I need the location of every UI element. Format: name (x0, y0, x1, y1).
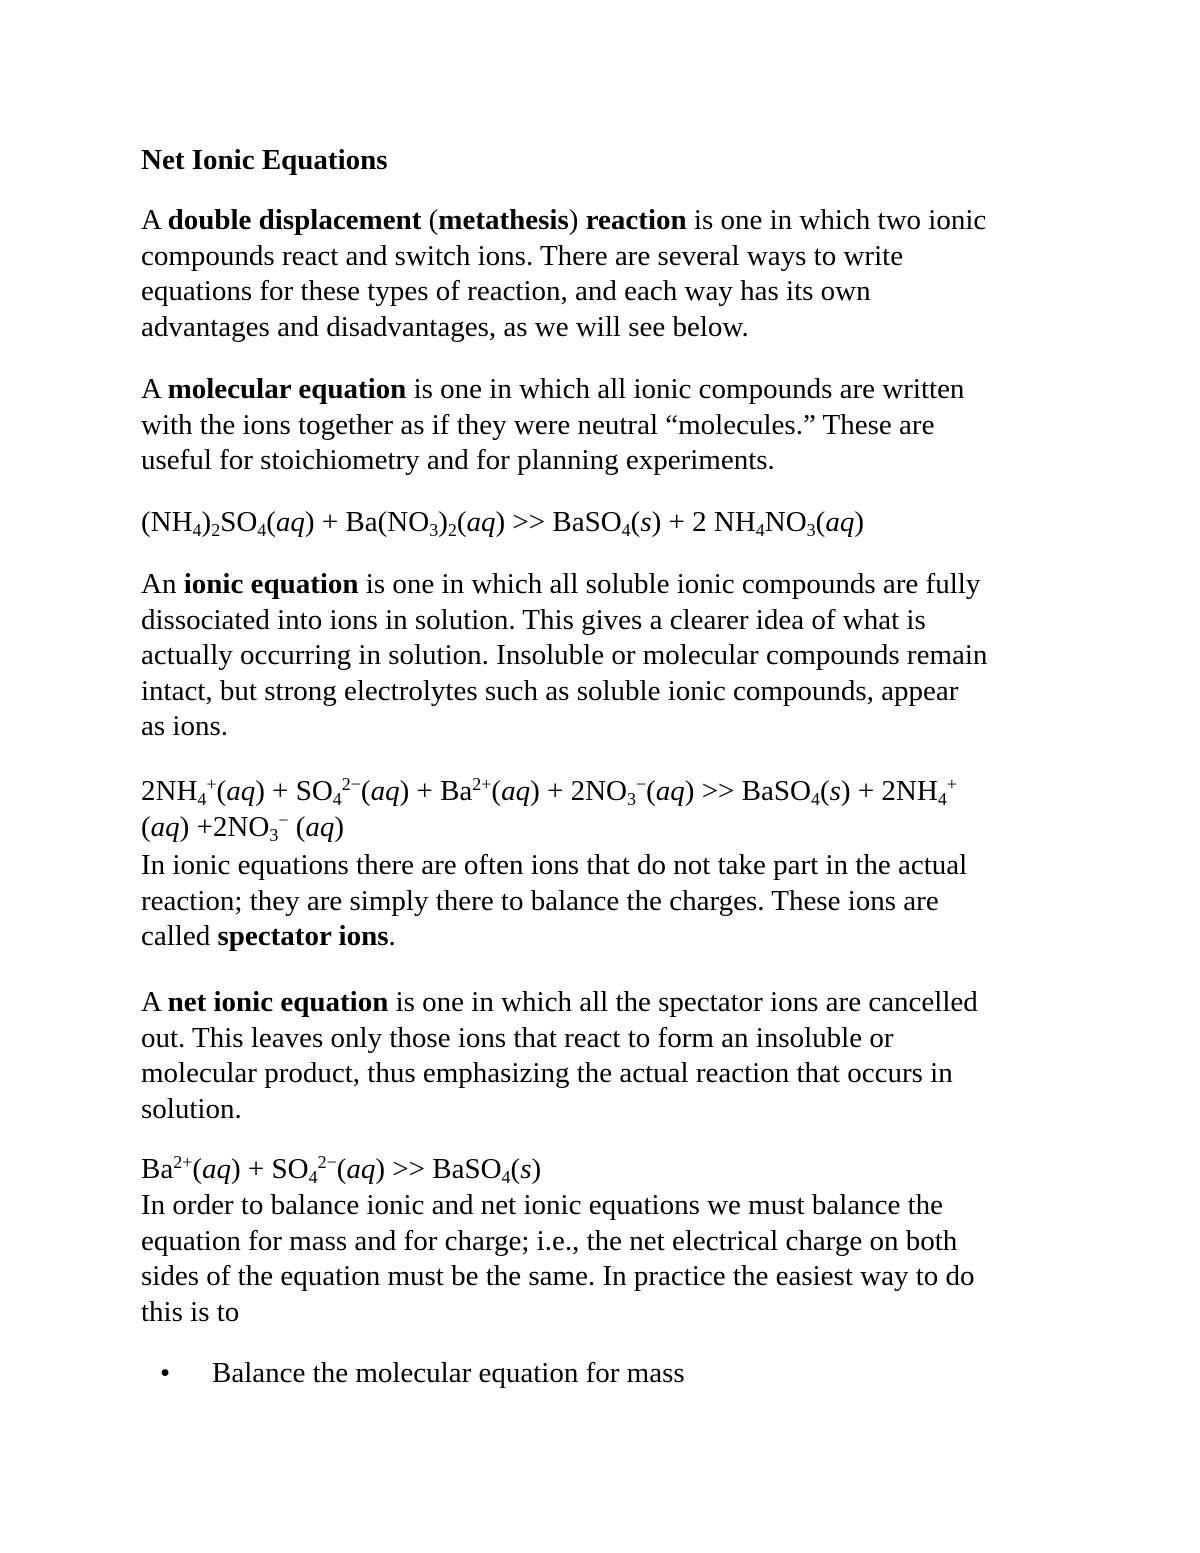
eq-text: Ba (141, 1153, 174, 1185)
text-run: A (141, 986, 168, 1018)
eq-text: ) >> BaSO (375, 1153, 502, 1185)
eq-text: ) (334, 810, 345, 843)
eq-subscript: 3 (627, 789, 636, 810)
term-molecular-equation: molecular equation (167, 373, 407, 405)
document-title: Net Ionic Equations (141, 144, 388, 176)
eq-text: ( (456, 506, 467, 538)
eq-state: aq (150, 810, 180, 843)
paragraph-line: this is to (141, 1295, 240, 1328)
eq-text: ) + SO (255, 775, 333, 807)
text-run: ) (568, 204, 586, 236)
paragraph-line: solution. (141, 1092, 242, 1125)
eq-text: ( (360, 775, 371, 807)
text-run: ( (421, 204, 439, 236)
paragraph-line: dissociated into ions in solution. This gives a clearer idea of what is (141, 603, 926, 636)
text-run: A (141, 204, 168, 236)
list-item-text: Balance the molecular equation for mass (212, 1357, 685, 1389)
paragraph-line: useful for stoichiometry and for planning experiments. (141, 444, 775, 476)
equation-line (141, 810, 1081, 846)
eq-state: aq (305, 810, 335, 843)
eq-text: ) + 2NO (530, 775, 627, 807)
paragraph-line (141, 567, 1081, 603)
paragraph-double-displacement (141, 203, 1081, 345)
text-run: is one in which all soluble ionic compounds are fully (358, 568, 981, 600)
eq-text: ) (854, 506, 864, 538)
eq-text: NO (764, 506, 807, 538)
eq-subscript: 4 (937, 789, 947, 810)
eq-subscript: 4 (197, 789, 207, 810)
eq-text: ) + SO (231, 1153, 309, 1185)
paragraph-line: with the ions together as if they were neutral “molecules.” These are (141, 408, 935, 441)
eq-subscript: 4 (308, 1167, 318, 1188)
equation-line (141, 774, 1081, 810)
paragraph-line: advantages and disadvantages, as we will see below. (141, 310, 749, 343)
text-run: is one in which all ionic compounds are written (406, 373, 965, 405)
eq-subscript: 4 (755, 520, 765, 541)
eq-text: ( (630, 506, 641, 538)
eq-text: ) (531, 1153, 542, 1185)
eq-text: ) (201, 506, 212, 538)
eq-subscript: 4 (257, 520, 267, 541)
paragraph-line: compounds react and switch ions. There are several ways to write (141, 239, 904, 272)
eq-state: aq (466, 506, 496, 538)
eq-text: ( (646, 775, 656, 807)
bullet-marker: • (160, 1357, 171, 1389)
eq-state: aq (655, 775, 685, 807)
eq-state: aq (370, 775, 400, 807)
eq-text: ( (266, 506, 276, 538)
eq-text: ) (438, 506, 448, 538)
eq-subscript: 2 (447, 520, 457, 541)
eq-state: s (520, 1153, 532, 1185)
paragraph-line: actually occurring in solution. Insoluble or molecular compounds remain (141, 639, 988, 671)
eq-text: ) + Ba (399, 775, 473, 807)
paragraph-balancing (141, 1188, 1081, 1330)
eq-text: ) +2NO (179, 810, 270, 843)
term-ionic-equation: ionic equation (183, 568, 359, 600)
paragraph-line: out. This leaves only those ions that react to form an insoluble or (141, 1021, 894, 1054)
eq-superscript: + (946, 774, 957, 795)
list-item (160, 1356, 685, 1392)
paragraph-line: equations for these types of reaction, and each way has its own (141, 275, 871, 307)
eq-text: ( (336, 1153, 347, 1185)
paragraph-ionic-equation (141, 567, 1081, 745)
term-double-displacement: double displacement (167, 204, 422, 236)
paragraph-net-ionic-equation (141, 985, 1081, 1127)
eq-subscript: 4 (501, 1167, 511, 1188)
term-net-ionic-equation: net ionic equation (167, 986, 389, 1018)
eq-text: ) + Ba(NO (304, 506, 430, 538)
text-run: is one in which all the spectator ions are cancelled (388, 986, 978, 1018)
eq-superscript: − (278, 809, 289, 830)
eq-state: s (640, 506, 652, 538)
paragraph-line (141, 203, 1081, 239)
eq-text: ( (288, 810, 306, 843)
eq-state: aq (501, 775, 531, 807)
eq-superscript: 2+ (472, 774, 492, 795)
paragraph-line: In order to balance ionic and net ionic equations we must balance the (141, 1189, 944, 1221)
eq-state: aq (346, 1153, 376, 1185)
paragraph-line: equation for mass and for charge; i.e., the net electrical charge on both (141, 1224, 958, 1257)
eq-state: aq (825, 506, 855, 538)
paragraph-line (141, 372, 1081, 408)
paragraph-molecular-equation (141, 372, 1081, 479)
eq-text: (NH (141, 506, 193, 538)
eq-subscript: 4 (192, 520, 202, 541)
eq-text: ( (216, 775, 227, 807)
eq-superscript: 2− (341, 774, 361, 795)
eq-state: aq (226, 775, 256, 807)
text-run: is one in which two ionic (686, 204, 987, 236)
paragraph-line: sides of the equation must be the same. In practice the easiest way to do (141, 1260, 975, 1292)
paragraph-line (141, 919, 1081, 955)
paragraph-line: molecular product, thus emphasizing the actual reaction that occurs in (141, 1057, 953, 1089)
paragraph-line: In ionic equations there are often ions that do not take part in the actual (141, 849, 968, 881)
eq-subscript: 3 (806, 520, 816, 541)
term-metathesis: metathesis (438, 204, 569, 236)
eq-state: aq (202, 1153, 232, 1185)
paragraph-line (141, 985, 1081, 1021)
eq-text: 2NH (141, 775, 198, 807)
eq-subscript: 2 (211, 520, 221, 541)
molecular-equation-example (141, 505, 1081, 541)
ionic-equation-example (141, 774, 1081, 845)
eq-text: ) + 2NH (840, 775, 938, 807)
paragraph-spectator-ions (141, 848, 1081, 955)
eq-subscript: 4 (810, 789, 820, 810)
eq-text: ( (192, 1153, 203, 1185)
eq-text: ( (815, 506, 826, 538)
text-run: An (141, 568, 184, 600)
paragraph-line: reaction; they are simply there to balance the charges. These ions are (141, 884, 939, 917)
paragraph-line: intact, but strong electrolytes such as soluble ionic compounds, appear (141, 674, 959, 707)
text-run: A (141, 373, 168, 405)
eq-superscript: 2− (317, 1152, 337, 1173)
eq-text: ( (819, 775, 830, 807)
eq-subscript: 3 (269, 824, 279, 845)
eq-superscript: − (635, 774, 647, 795)
eq-text: SO (220, 506, 258, 538)
eq-subscript: 3 (429, 520, 439, 541)
term-reaction: reaction (585, 204, 687, 236)
eq-text: ( (141, 810, 151, 843)
term-spectator-ions: spectator ions (217, 920, 389, 952)
eq-superscript: 2+ (173, 1152, 193, 1173)
eq-subscript: 4 (621, 520, 631, 541)
eq-subscript: 4 (332, 789, 342, 810)
eq-state: aq (275, 506, 305, 538)
eq-state: s (829, 775, 841, 807)
eq-superscript: + (206, 774, 217, 795)
net-ionic-equation-example (141, 1152, 1081, 1188)
paragraph-line: as ions. (141, 710, 228, 742)
text-run: . (388, 920, 396, 952)
eq-text: ( (491, 775, 502, 807)
eq-text: ) + 2 NH (651, 506, 756, 538)
text-run: called (141, 920, 218, 952)
eq-text: ( (510, 1153, 521, 1185)
eq-text: ) >> BaSO (495, 506, 622, 538)
eq-text: ) >> BaSO (684, 775, 811, 807)
